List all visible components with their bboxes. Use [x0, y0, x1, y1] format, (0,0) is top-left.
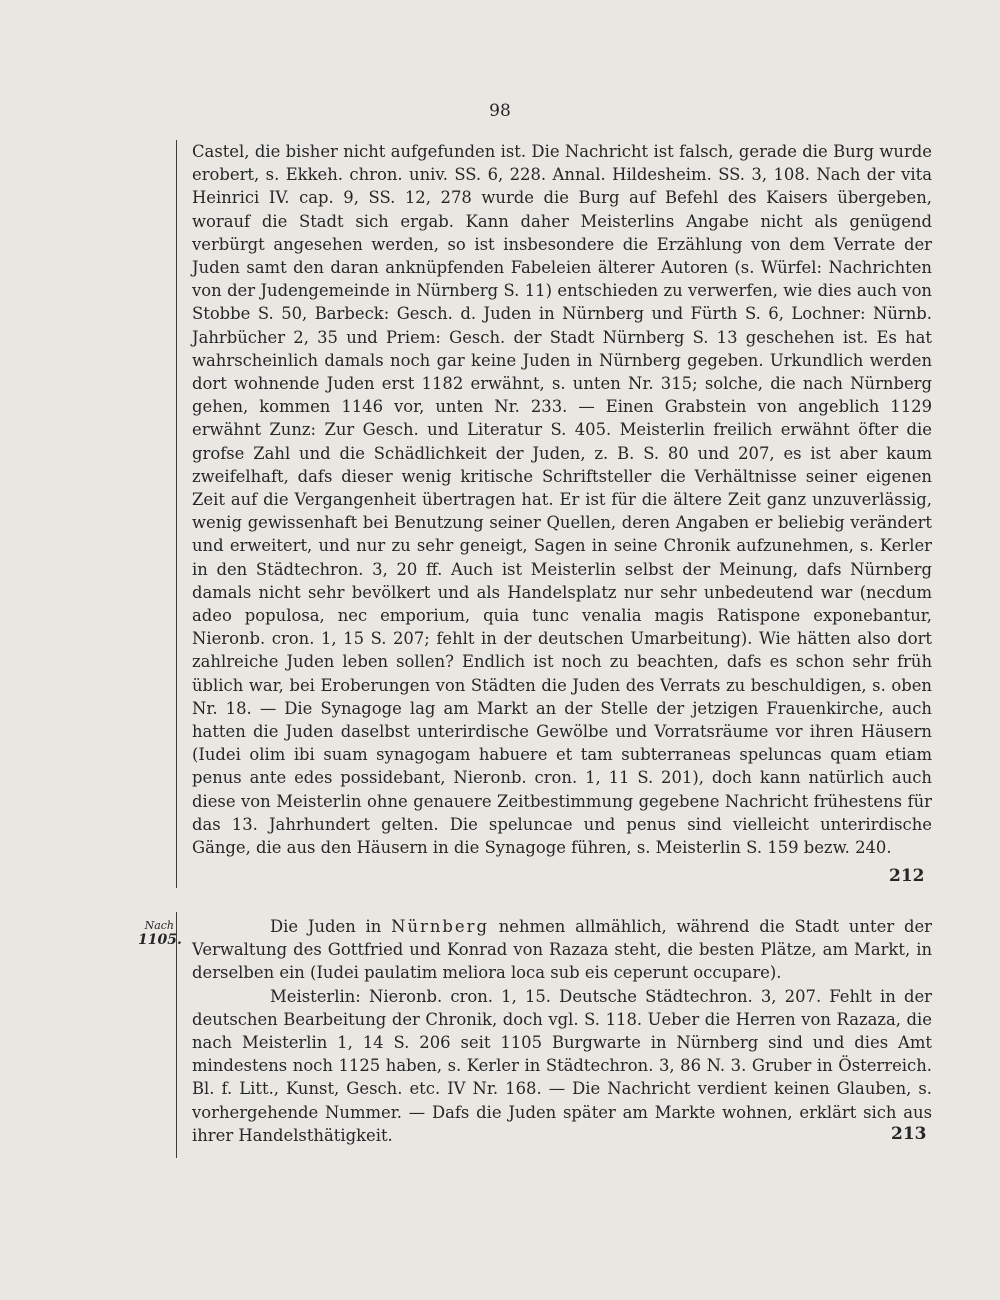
entry-212 — [192, 140, 932, 859]
margin-date — [138, 919, 182, 948]
regest-place: Nürnberg — [391, 917, 489, 936]
entry-213-commentary: Meisterlin: Nieronb. cron. 1, 15. Deutsche Städtechron. 3, 207. Fehlt in der deutschen Bearbeitung der Chronik, doch vgl. S. 118. Ueber die Herren von Razaza, die nach Meisterlin 1, 14 S. 206 seit 1105 Burgwarte in Nürnberg sind und dies Amt mindestens noch 1125 haben, s. Kerler in Städtechron. 3, 86 N. 3. Gruber in Österreich. Bl. f. Litt., Kunst, Gesch. etc. IV Nr. 168. — Die Nachricht verdient keinen Glauben, s. vorhergehende Nummer. — Dafs die Juden später am Markte wohnen, erklärt sich aus ihrer Handelsthätigkeit. — [192, 986, 932, 1145]
regest-pre: Die Juden in — [270, 917, 392, 936]
entry-213 — [192, 915, 932, 1147]
page-number: 98 — [489, 101, 511, 121]
regest-post: nehmen allmählich, während die Stadt unter der Verwaltung des Gottfried und Konrad von Razaza steht, die besten Plätze, am Markt, in derselben ein (Iudei paulatim meliora loca sub eis ceperunt occupare). — [192, 917, 932, 983]
column-rule-212 — [176, 140, 177, 888]
margin-date-prefix: Nach — [144, 919, 174, 932]
entry-212-text: Castel, die bisher nicht aufgefunden ist. Die Nachricht ist falsch, gerade die Burg wurde erobert, s. Ekkeh. chron. univ. SS. 6, 228. Annal. Hildesheim. SS. 3, 108. Nach der vita Heinrici IV. cap. 9, SS. 12, 278 wurde die Burg auf Befehl des Kaisers übergeben, worauf die Stadt sich ergab. Kann daher Meisterlins Angabe nicht als genügend verbürgt angesehen werden, so ist insbesondere die Erzählung von dem Verrate der Juden samt den daran anknüpfenden Fabeleien älterer Autoren (s. Würfel: Nachrichten von der Judengemeinde in Nürnberg S. 11) entschieden zu verwerfen, wie dies auch von Stobbe S. 50, Barbeck: Gesch. d. Juden in Nürnberg und Fürth S. 6, Lochner: Nürnb. Jahrbücher 2, 35 und Priem: Gesch. der Stadt Nürnberg S. 13 geschehen ist. Es hat wahrscheinlich damals noch gar keine Juden in Nürnberg gegeben. Urkundlich werden dort wohnende Juden erst 1182 erwähnt, s. unten Nr. 315; solche, die nach Nürnberg gehen, kommen 1146 vor, unten Nr. 233. — Einen Grabstein von angeblich 1129 erwähnt Zunz: Zur Gesch. und Literatur S. 405. Meisterlin freilich erwähnt öfter die grofse Zahl und die Schädlichkeit der Juden, z. B. S. 80 und 207, es ist aber kaum zweifelhaft, dafs dieser wenig kritische Schriftsteller die Verhältnisse seiner eigenen Zeit auf die Vergangenheit übertragen hat. Er ist für die ältere Zeit ganz unzuverlässig, wenig gewissenhaft bei Benutzung seiner Quellen, deren Angaben er beliebig verändert und erweitert, und nur zu sehr geneigt, Sagen in seine Chronik aufzunehmen, s. Kerler in den Städtechron. 3, 20 ff. Auch ist Meisterlin selbst der Meinung, dafs Nürnberg damals nicht sehr bevölkert und als Handelsplatz nur sehr unbedeutend war (necdum adeo populosa, nec emporium, quia tunc venalia magis Ratispone exponebantur, Nieronb. cron. 1, 15 S. 207; fehlt in der deutschen Umarbeitung). Wie hätten also dort zahlreiche Juden leben sollen? Endlich ist noch zu beachten, dafs es schon sehr früh üblich war, bei Eroberungen von Städten die Juden des Verrats zu beschuldigen, s. oben Nr. 18. — Die Synagoge lag am Markt an der Stelle der jetzigen Frauenkirche, auch hatten die Juden daselbst unterirdische Gewölbe und Vorratsräume vor ihren Häusern (Iudei olim ibi suam synagogam habuere et tam subterraneas speluncas quam etiam penus ante edes possidebant, Nieronb. cron. 1, 11 S. 201), doch kann natürlich auch diese von Meisterlin ohne genauere Zeitbestimmung gegebene Nachricht frühestens für das 13. Jahrhundert gelten. Die speluncae und penus sind vielleicht unterirdische Gänge, die aus den Häusern in die Synagoge führen, s. Meisterlin S. 159 bezw. 240. — [192, 142, 932, 858]
margin-date-year: 1105. — [138, 932, 182, 948]
column-rule-213 — [176, 912, 177, 1158]
entry-number-212: 212 — [889, 866, 925, 886]
entry-number-213: 213 — [891, 1124, 927, 1144]
entry-213-regest — [192, 915, 932, 985]
